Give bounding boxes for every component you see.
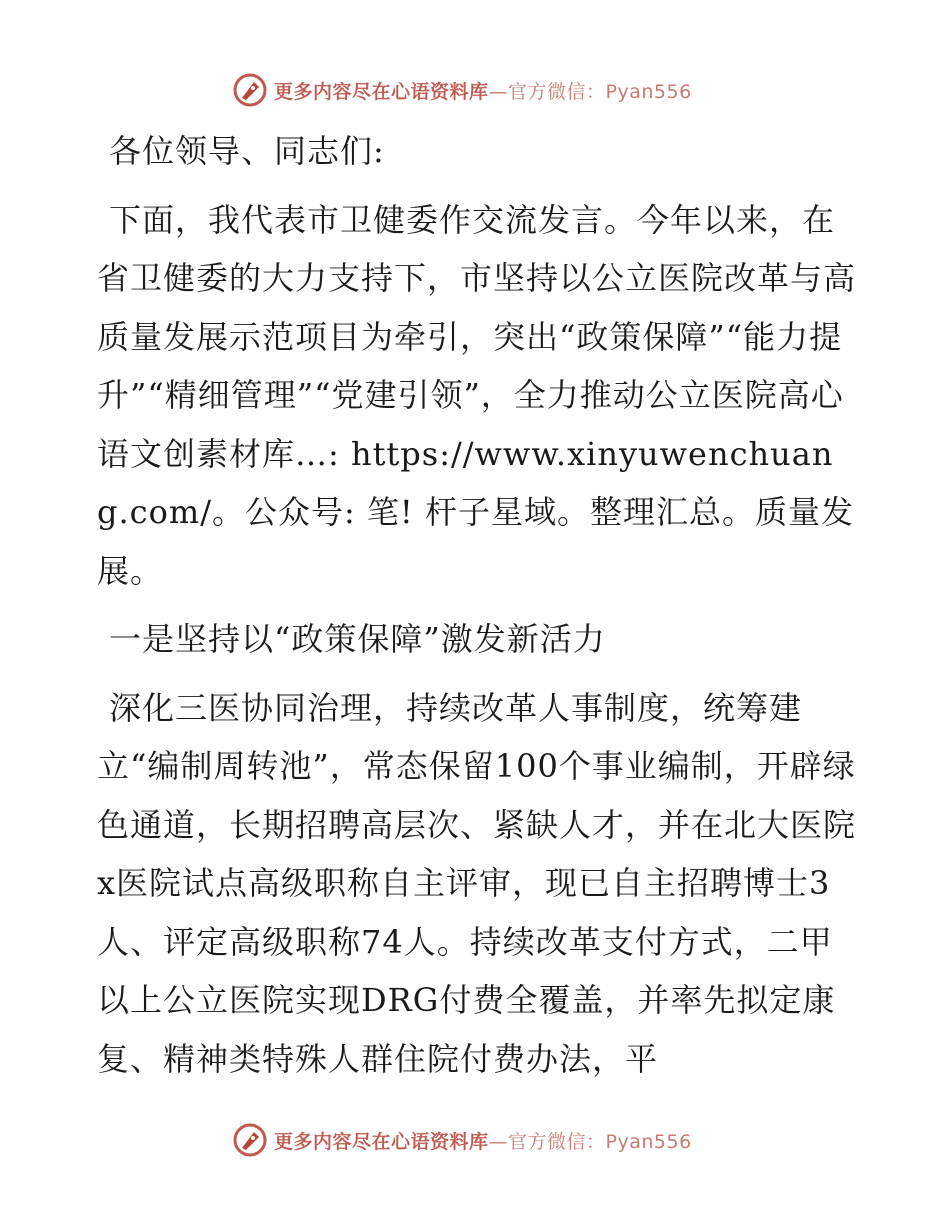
paragraph: 深化三医协同治理，持续改革人事制度，统筹建立“编制周转池”，常态保留100个事业编制，开辟绿色通道，长期招聘高层次、紧缺人才，并在北大医院x医院试点高级职称自主评审，现已自主招聘博士3人、评定高级职称74人。持续改革支付方式，二甲以上公立医院实现DRG付费全覆盖，并率先拟定康复、精神类特殊人群住院付费办法，平 [97,688,857,1078]
pen-nib-logo-icon [232,72,268,108]
pen-nib-logo-icon [232,1122,268,1158]
watermark-text: 更多内容尽在心语资料库—官方微信：Pyan556 [274,80,692,103]
document-body [97,122,857,1098]
watermark-text: 更多内容尽在心语资料库—官方微信：Pyan556 [274,1130,692,1153]
footer-watermark [232,1120,692,1160]
header-watermark [232,70,692,110]
section-heading: 一是坚持以“政策保障”激发新活力 [109,620,606,658]
paragraph: 下面，我代表市卫健委作交流发言。今年以来，在省卫健委的大力支持下，市坚持以公立医院改革与高质量发展示范项目为牵引，突出“政策保障”“能力提升”“精细管理”“党建引领”，全力推动公立医院高心语文创素材库…: https://www.xinyuwenchuang.com/。公众号: 笔! 杆子星域。整理汇总。质量发展。 [97,200,857,590]
salutation: 各位领导、同志们: [109,132,385,170]
